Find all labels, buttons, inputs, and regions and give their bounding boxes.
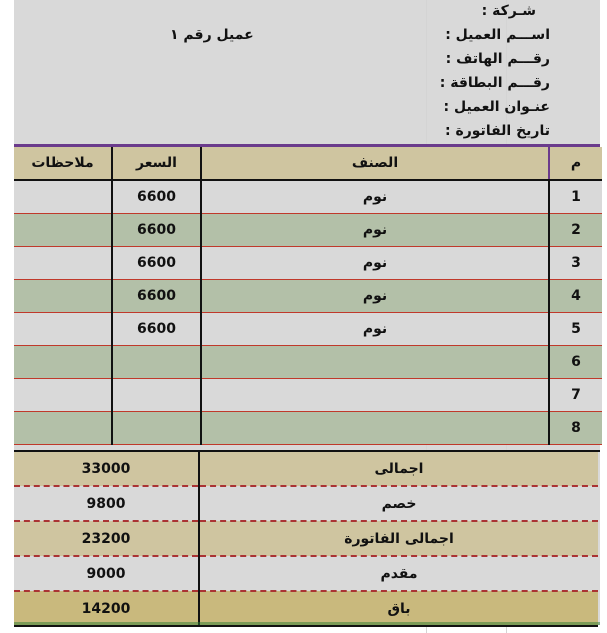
cell-item[interactable]: نوم — [201, 247, 549, 280]
cell-item[interactable] — [201, 412, 549, 445]
cell-notes[interactable] — [14, 280, 112, 313]
sheet-bottom-border — [14, 622, 600, 625]
table-row — [14, 180, 602, 214]
cell-notes[interactable] — [14, 180, 112, 214]
discount-row — [14, 486, 598, 521]
table-row — [14, 280, 602, 313]
discount-value[interactable]: 9800 — [14, 486, 199, 521]
invoice-header — [14, 0, 600, 144]
customer-name-value[interactable]: عميل رقم ١ — [170, 27, 254, 43]
cell-number[interactable]: 8 — [549, 412, 602, 445]
cell-notes[interactable] — [14, 313, 112, 346]
items-table — [14, 147, 602, 445]
remaining-label: باق — [199, 591, 598, 626]
cell-number[interactable]: 2 — [549, 214, 602, 247]
cell-price[interactable] — [112, 346, 201, 379]
cell-item[interactable]: نوم — [201, 280, 549, 313]
cell-item[interactable]: نوم — [201, 180, 549, 214]
table-row — [14, 214, 602, 247]
advance-label: مقدم — [199, 556, 598, 591]
totals-row — [14, 452, 598, 486]
remaining-row — [14, 591, 598, 626]
cell-price[interactable]: 6600 — [112, 180, 201, 214]
advance-value[interactable]: 9000 — [14, 556, 199, 591]
table-row — [14, 346, 602, 379]
table-row — [14, 412, 602, 445]
column-header-number: م — [549, 147, 602, 180]
table-row — [14, 379, 602, 412]
cell-item[interactable] — [201, 346, 549, 379]
column-header-price: السعر — [112, 147, 201, 180]
remaining-value[interactable]: 14200 — [14, 591, 199, 626]
phone-label: رقـــم الهاتف : — [445, 51, 550, 67]
discount-label: خصم — [199, 486, 598, 521]
table-row — [14, 247, 602, 280]
cell-number[interactable]: 5 — [549, 313, 602, 346]
cell-notes[interactable] — [14, 379, 112, 412]
company-label: شـركة : — [481, 3, 536, 19]
cell-number[interactable]: 4 — [549, 280, 602, 313]
cell-number[interactable]: 1 — [549, 180, 602, 214]
advance-row — [14, 556, 598, 591]
cell-price[interactable] — [112, 379, 201, 412]
cell-notes[interactable] — [14, 214, 112, 247]
cell-item[interactable]: نوم — [201, 214, 549, 247]
invoice-date-label: تاريخ الفاتورة : — [444, 123, 550, 139]
cell-price[interactable]: 6600 — [112, 280, 201, 313]
address-label: عنـوان العميل : — [443, 99, 550, 115]
column-header-item: الصنف — [201, 147, 549, 180]
total-label: اجمالى — [199, 452, 598, 486]
invoice-total-label: اجمالى الفاتورة — [199, 521, 598, 556]
invoice-total-value[interactable]: 23200 — [14, 521, 199, 556]
cell-item[interactable] — [201, 379, 549, 412]
cell-number[interactable]: 7 — [549, 379, 602, 412]
items-table-header — [14, 147, 602, 180]
cell-notes[interactable] — [14, 412, 112, 445]
cell-item[interactable]: نوم — [201, 313, 549, 346]
cell-price[interactable] — [112, 412, 201, 445]
invoice-total-row — [14, 521, 598, 556]
total-value[interactable]: 33000 — [14, 452, 199, 486]
cell-number[interactable]: 6 — [549, 346, 602, 379]
table-row — [14, 313, 602, 346]
customer-name-label: اســـم العميل : — [445, 27, 550, 43]
column-header-notes: ملاحظات — [14, 147, 112, 180]
cell-notes[interactable] — [14, 346, 112, 379]
card-label: رقـــم البطاقة : — [439, 75, 550, 91]
cell-price[interactable]: 6600 — [112, 214, 201, 247]
cell-price[interactable]: 6600 — [112, 247, 201, 280]
cell-number[interactable]: 3 — [549, 247, 602, 280]
cell-price[interactable]: 6600 — [112, 313, 201, 346]
cell-notes[interactable] — [14, 247, 112, 280]
totals-table — [14, 452, 598, 627]
